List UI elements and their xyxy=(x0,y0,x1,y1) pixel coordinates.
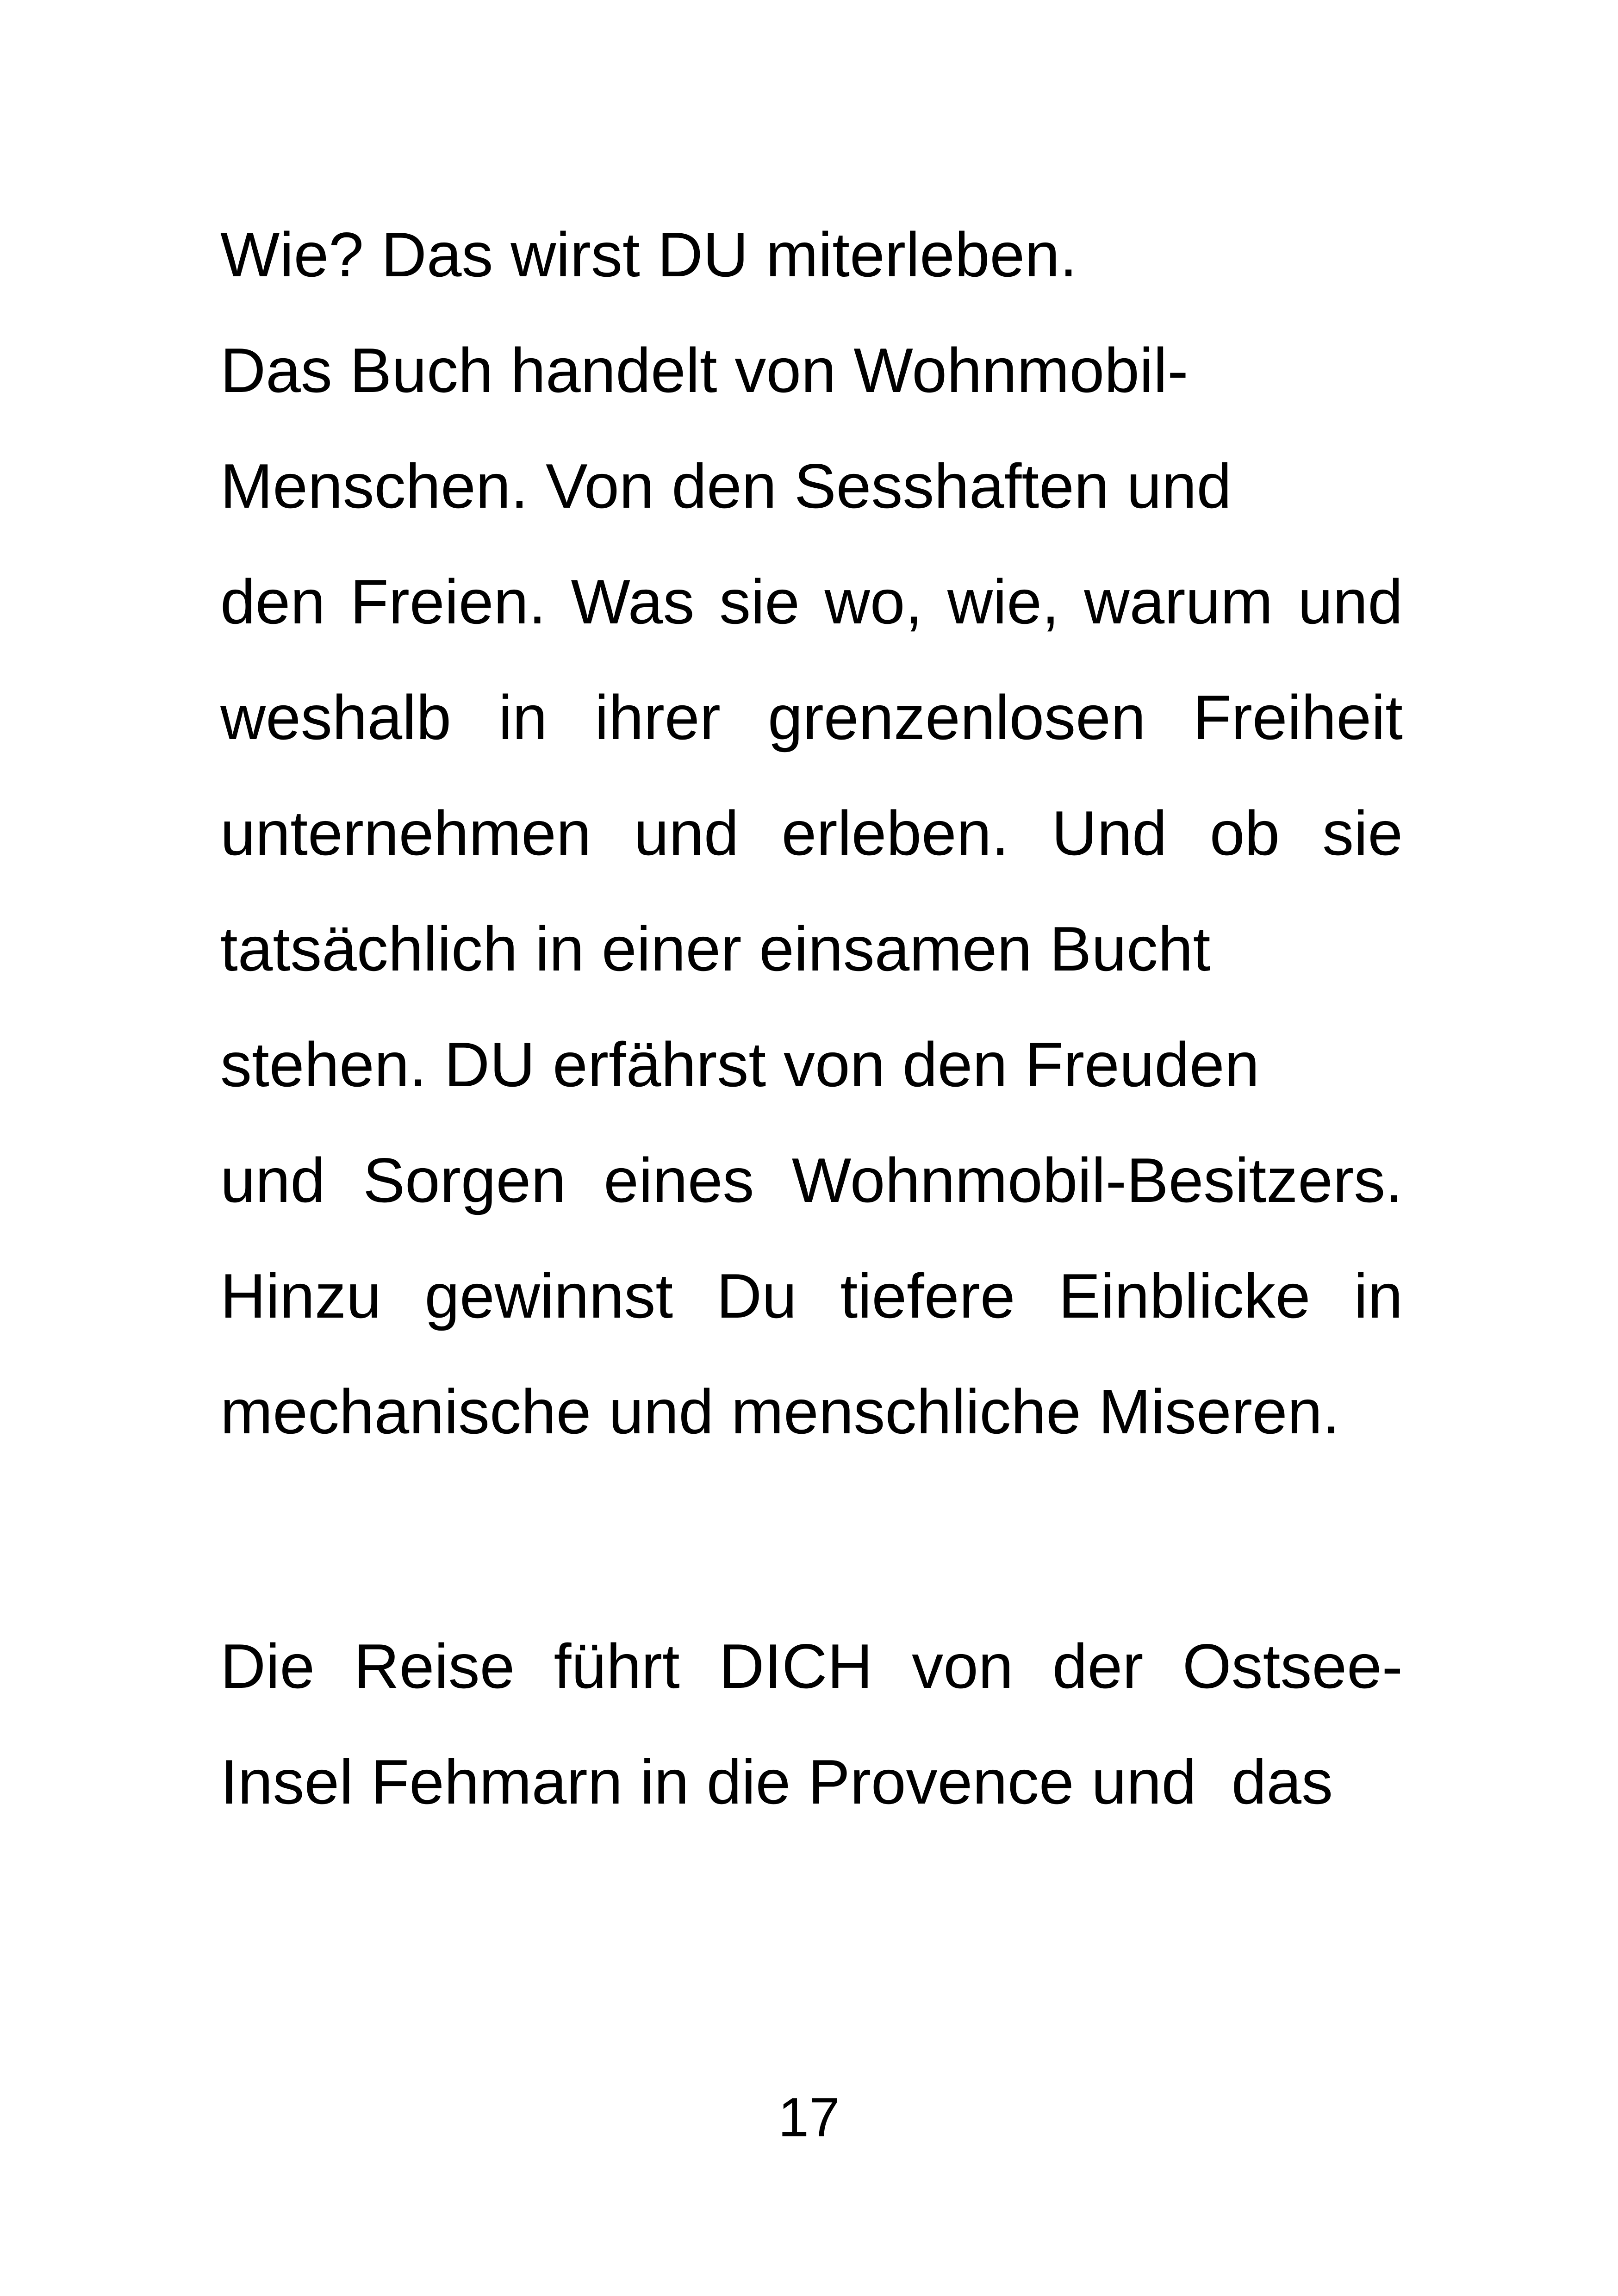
text-line: Menschen. Von den Sesshaften und xyxy=(220,451,1232,521)
page-number: 17 xyxy=(778,2086,840,2148)
text-line: mechanische und menschliche Miseren. xyxy=(220,1376,1340,1447)
text-line: und Sorgen eines Wohnmobil-Besitzers. xyxy=(220,1145,1403,1215)
text-line: Insel Fehmarn in die Provence und das xyxy=(220,1747,1333,1817)
text-line: unternehmen und erleben. Und ob sie xyxy=(220,798,1403,868)
text-line: Wie? Das wirst DU miterleben. xyxy=(220,219,1077,290)
text-line: Die Reise führt DICH von der Ostsee- xyxy=(220,1631,1403,1701)
text-line: tatsächlich in einer einsamen Bucht xyxy=(220,914,1211,984)
text-line: den Freien. Was sie wo, wie, warum und xyxy=(220,566,1403,637)
text-line: Hinzu gewinnst Du tiefere Einblicke in xyxy=(220,1261,1403,1331)
text-line: Das Buch handelt von Wohnmobil- xyxy=(220,335,1189,405)
text-line: stehen. DU erfährst von den Freuden xyxy=(220,1029,1260,1100)
text-line: weshalb in ihrer grenzenlosen Freiheit xyxy=(220,682,1403,753)
